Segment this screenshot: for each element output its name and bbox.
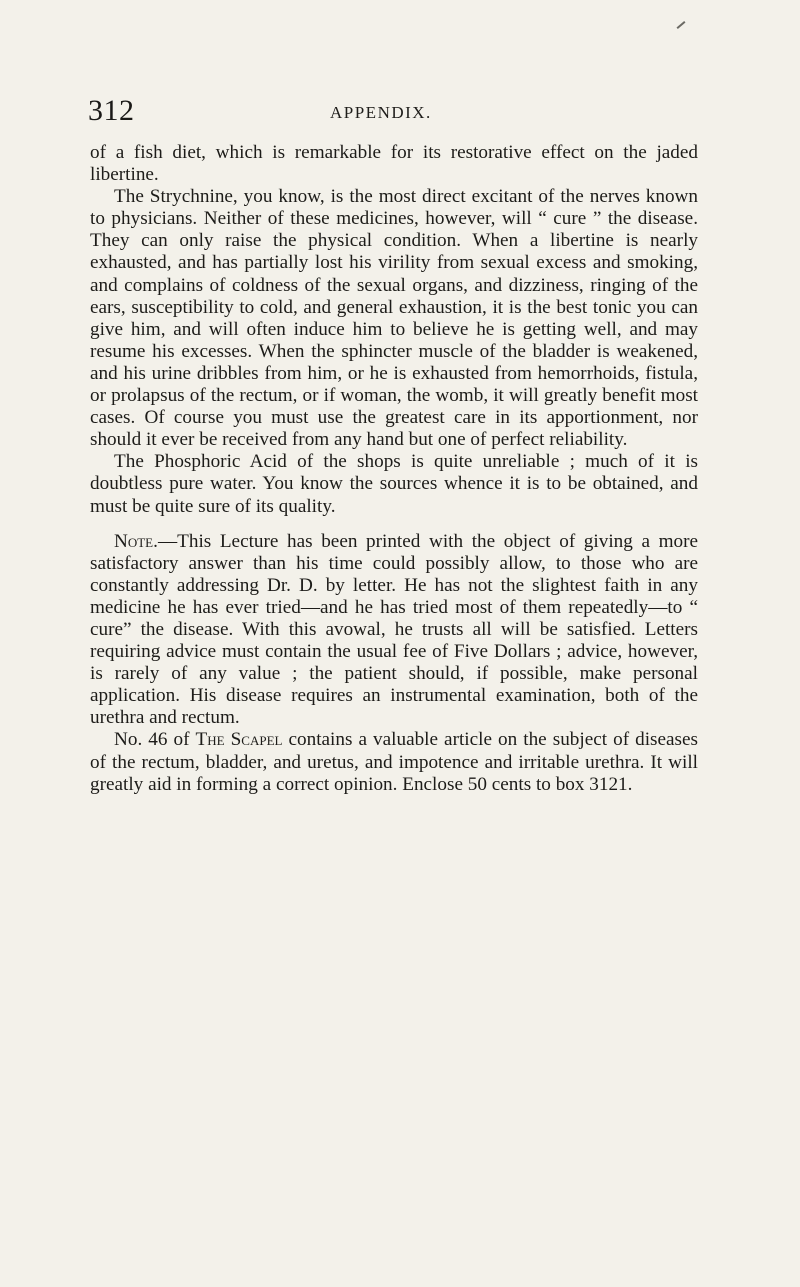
scapel-intro: No. 46 of bbox=[114, 729, 196, 751]
paragraph-note bbox=[90, 531, 698, 730]
journal-title: The Scapel bbox=[195, 729, 283, 751]
page-header bbox=[88, 92, 698, 132]
running-head: APPENDIX. bbox=[330, 103, 432, 122]
page-body bbox=[90, 142, 698, 796]
paragraph-strychnine: The Strychnine, you know, is the most direct excitant of the nerves known to physicians. Neither of these medicines, however, will “ cure ” the disease. They can only raise the physical condition. When a libertine is nearly exhausted, and has partially lost his virility from sexual excess and smoking, and complains of coldness of the sexual organs, and dizziness, ringing of the ears, susceptibility to cold, and general exhaustion, it is the best tonic you can give him, and will often induce him to believe he is getting well, and may resume his excesses. When the sphincter muscle of the bladder is weakened, and his urine dribbles from him, or he is exhausted from hemorrhoids, fistula, or prolapsus of the rectum, or if woman, the womb, it will greatly benefit most cases. Of course you must use the greatest care in its apportionment, nor should it ever be received from any hand but one of perfect reliability. bbox=[90, 186, 698, 451]
note-text: —This Lecture has been printed with the object of giving a more satisfactory answer than his time could possibly allow, to those who are constantly addressing Dr. D. by letter. He has not the slightest faith in any medicine he has ever tried—and he has tried most of them repeatedly—to “ cure” the disease. With this avowal, he trusts all will be satisfied. Letters requiring advice must contain the usual fee of Five Dollars ; advice, however, is rarely of any value ; the patient should, if possible, make personal application. His disease requires an instrumental examination, both of the urethra and rectum. bbox=[90, 530, 698, 729]
scapel-text: contains a valuable article on the subject of diseases of the rectum, bladder, and uretus, and impotence and irritable urethra. It will greatly aid in forming a correct opinion. Enclose 50 cents to box 3121. bbox=[90, 729, 699, 795]
corner-pencil-mark bbox=[677, 21, 686, 29]
page-number: 312 bbox=[88, 94, 135, 127]
paragraph-scapel-reference bbox=[90, 729, 698, 795]
paragraph-fish-diet: of a fish diet, which is remarkable for its restorative effect on the jaded libertine. bbox=[90, 142, 698, 186]
paragraph-phosphoric-acid: The Phosphoric Acid of the shops is quite unreliable ; much of it is doubtless pure water. You know the sources whence it is to be obtained, and must be quite sure of its quality. bbox=[90, 451, 698, 517]
note-label: Note. bbox=[114, 530, 158, 552]
